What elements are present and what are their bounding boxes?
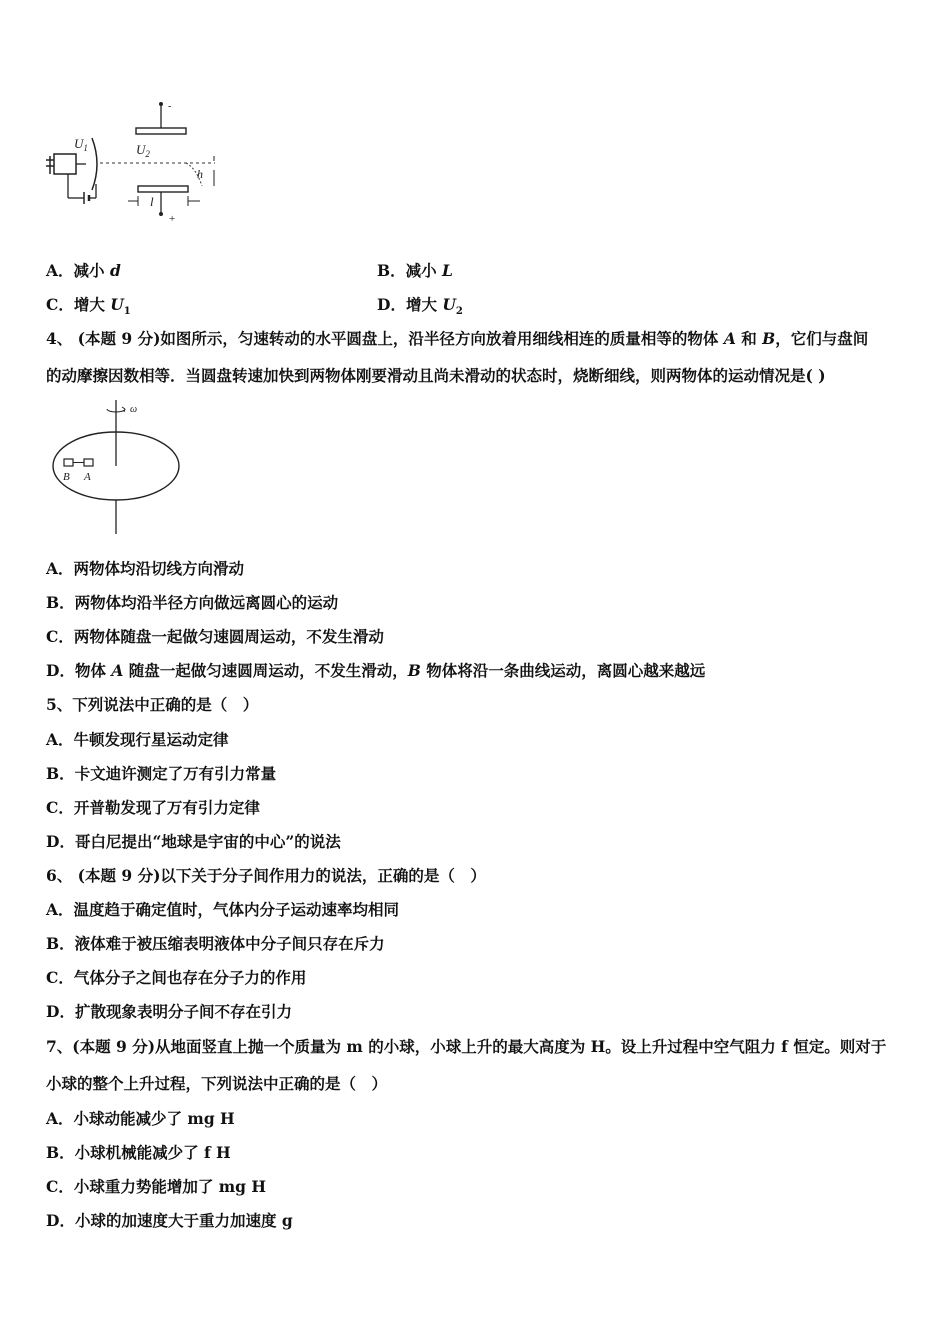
q7-option-c: C．小球重力势能增加了 mg H xyxy=(46,1177,267,1196)
q4-stem-part3: ，它们与盘间 xyxy=(775,329,869,348)
q7-stem-line1: 7、(本题 9 分)从地面竖直上抛一个质量为 m 的小球，小球上升的最大高度为 H。设上升过程中空气阻力 f 恒定。则对于 xyxy=(46,1037,887,1056)
q3-option-a xyxy=(46,261,121,281)
q4-stem-part1: 4、 (本题 9 分)如图所示，匀速转动的水平圆盘上，沿半径方向放着用细线相连的质量相等的物体 xyxy=(46,329,724,348)
minus-terminal-label: - xyxy=(168,101,172,112)
q3-option-b xyxy=(377,261,453,281)
q4-var-a: A xyxy=(723,329,736,348)
q4-option-b: B．两物体均沿半径方向做远离圆心的运动 xyxy=(46,593,339,612)
h-label: h xyxy=(197,167,203,181)
svg-text:U2 xyxy=(136,142,150,159)
q3-option-d xyxy=(377,295,463,322)
u1-label: U xyxy=(74,136,84,151)
q5-option-b: B．卡文迪许测定了万有引力常量 xyxy=(46,764,277,783)
u2-subscript: 2 xyxy=(145,149,150,159)
q4-option-d-var-b: B xyxy=(407,661,421,680)
q4-option-d-part3: 物体将沿一条曲线运动，离圆心越来越远 xyxy=(420,661,706,680)
q3-option-b-var: L xyxy=(442,261,453,280)
q3-option-b-prefix: B． xyxy=(377,261,406,280)
q6-stem: 6、 (本题 9 分)以下关于分子间作用力的说法，正确的是（ ） xyxy=(46,866,486,885)
u1-subscript: 1 xyxy=(83,143,88,153)
block-b-label: B xyxy=(63,471,70,483)
plus-terminal-label: + xyxy=(169,213,176,225)
q6-option-d: D．扩散现象表明分子间不存在引力 xyxy=(46,1002,292,1021)
q3-option-a-var: d xyxy=(109,261,121,280)
block-a-label: A xyxy=(84,471,91,483)
q4-option-d-part2: 随盘一起做匀速圆周运动，不发生滑动， xyxy=(123,661,408,680)
q3-option-d-prefix: D． xyxy=(377,295,406,314)
q6-option-a: A．温度趋于确定值时，气体内分子运动速率均相同 xyxy=(46,900,400,919)
l-label: l xyxy=(150,194,154,209)
q4-option-d-var-a: A xyxy=(111,661,124,680)
deflection-apparatus-figure xyxy=(40,98,230,228)
q3-option-c xyxy=(46,295,131,322)
svg-text:U1 xyxy=(74,136,88,153)
q4-stem-line2: 的动摩擦因数相等．当圆盘转速加快到两物体刚要滑动且尚未滑动的状态时，烧断细线，则两物体的运动情况是( ) xyxy=(46,366,826,385)
q7-option-d: D．小球的加速度大于重力加速度 g xyxy=(46,1211,293,1230)
q3-option-c-var: U xyxy=(110,295,124,314)
q6-option-c: C．气体分子之间也存在分子力的作用 xyxy=(46,968,307,987)
omega-label: ω xyxy=(130,404,138,415)
q3-option-b-text: 减小 xyxy=(405,261,443,280)
q3-option-a-prefix: A． xyxy=(46,261,74,280)
q5-option-a: A．牛顿发现行星运动定律 xyxy=(46,730,229,749)
q4-option-a: A．两物体均沿切线方向滑动 xyxy=(46,559,245,578)
q4-stem-part2: 和 xyxy=(735,329,763,348)
q4-var-b: B xyxy=(762,329,776,348)
q3-option-d-var: U xyxy=(442,295,456,314)
q5-option-d: D．哥白尼提出“地球是宇宙的中心”的说法 xyxy=(46,832,341,851)
q3-option-c-text: 增大 xyxy=(73,295,111,314)
rotating-disk-figure xyxy=(44,398,189,536)
q4-option-d xyxy=(46,661,705,681)
q3-option-a-text: 减小 xyxy=(73,261,110,280)
q7-option-a: A．小球动能减少了 mg H xyxy=(46,1109,235,1128)
q3-option-d-text: 增大 xyxy=(405,295,443,314)
q3-option-c-prefix: C． xyxy=(46,295,74,314)
q3-option-c-sub: 1 xyxy=(123,306,131,318)
q4-stem-line1 xyxy=(46,329,868,349)
u2-label: U xyxy=(136,142,146,157)
q4-option-c: C．两物体随盘一起做匀速圆周运动，不发生滑动 xyxy=(46,627,384,646)
q6-option-b: B．液体难于被压缩表明液体中分子间只存在斥力 xyxy=(46,934,385,953)
q3-option-d-sub: 2 xyxy=(455,306,463,318)
q7-option-b: B．小球机械能减少了 f H xyxy=(46,1143,231,1162)
q4-option-d-part1: D．物体 xyxy=(46,661,112,680)
q5-option-c: C．开普勒发现了万有引力定律 xyxy=(46,798,260,817)
q7-stem-line2: 小球的整个上升过程，下列说法中正确的是（ ） xyxy=(46,1074,388,1093)
q5-stem: 5、下列说法中正确的是（ ） xyxy=(46,695,259,714)
